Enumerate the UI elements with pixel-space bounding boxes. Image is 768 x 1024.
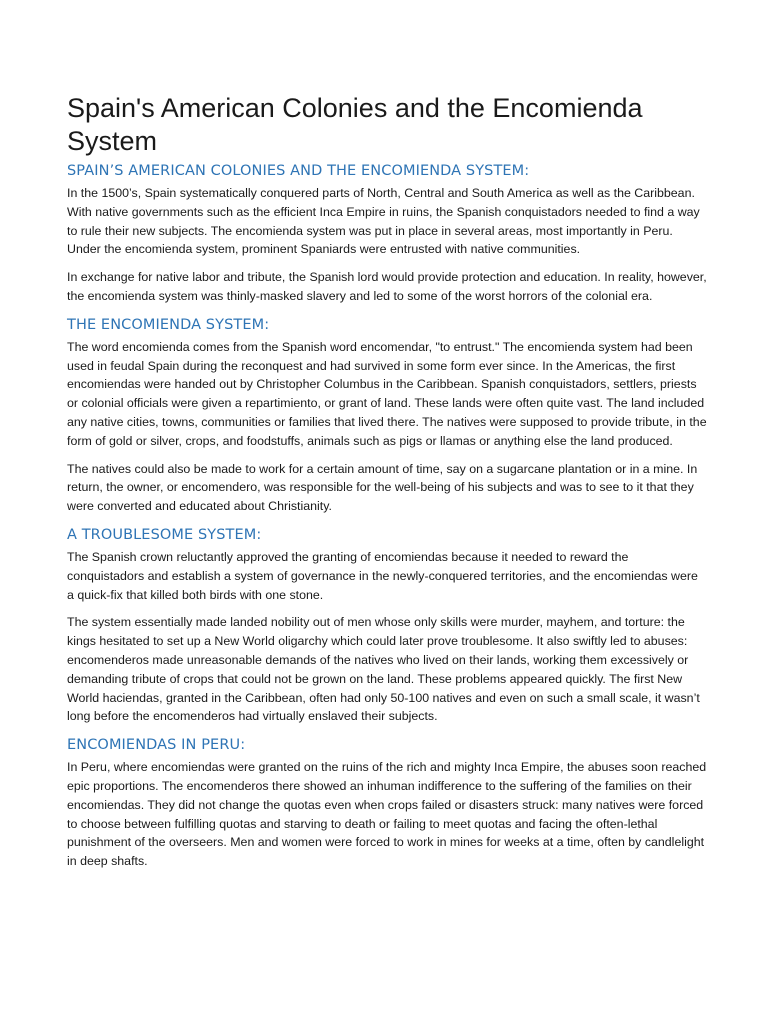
- paragraph: The word encomienda comes from the Spanish word encomendar, "to entrust." The encomienda system had been used in feudal Spain during the reconquest and had survived in some form ever since. In the Americas, the first encomiendas were handed out by Christopher Columbus in the Caribbean. Spanish conquistadors, settlers, priests or colonial officials were given a repartimiento, or grant of land. These lands were often quite vast. The land included any native cities, towns, communities or families that lived there. The natives were supposed to provide tribute, in the form of gold or silver, crops, and foodstuffs, animals such as pigs or llamas or anything else the land produced.: [67, 339, 707, 448]
- section-spains-american-colonies: [67, 161, 707, 306]
- document-content: [67, 92, 707, 880]
- paragraph: In Peru, where encomiendas were granted on the ruins of the rich and mighty Inca Empire, the abuses soon reached epic proportions. The encomenderos there showed an inhuman indifference to the suffering of the families on their encomiendas. They did not change the quotas even when crops failed or disasters struck: many natives were forced to choose between fulfilling quotas and starving to death or failing to meet quotas and facing the often-lethal punishment of the overseers. Men and women were forced to work in mines for weeks at a time, often by candlelight in deep shafts.: [67, 760, 707, 869]
- section-the-encomienda-system: [67, 315, 707, 516]
- section-heading: THE ENCOMIENDA SYSTEM:: [67, 316, 270, 333]
- document-title: Spain's American Colonies and the Encomienda System: [67, 93, 643, 156]
- section-a-troublesome-system: [67, 525, 707, 726]
- paragraph: In the 1500’s, Spain systematically conquered parts of North, Central and South America as well as the Caribbean. With native governments such as the efficient Inca Empire in ruins, the Spanish conquistadors needed to find a way to rule their new subjects. The encomienda system was put in place in several areas, most importantly in Peru. Under the encomienda system, prominent Spaniards were entrusted with native communities.: [67, 186, 700, 257]
- section-heading: SPAIN’S AMERICAN COLONIES AND THE ENCOMIENDA SYSTEM:: [67, 163, 530, 179]
- paragraph: In exchange for native labor and tribute, the Spanish lord would provide protection and education. In reality, however, the encomienda system was thinly-masked slavery and led to some of the worst horrors of the colonial era.: [67, 270, 707, 303]
- paragraph: The system essentially made landed nobility out of men whose only skills were murder, mayhem, and torture: the kings hesitated to set up a New World oligarchy which could later prove troublesome. It also swiftly led to abuses: encomenderos made unreasonable demands of the natives who lived on their lands, working them excessively or demanding tribute of crops that could not be grown on the land. These problems appeared quickly. The first New World haciendas, granted in the Caribbean, often had only 50-100 natives and even on such a small scale, it wasn’t long before the encomenderos had virtually enslaved their subjects.: [67, 615, 700, 724]
- section-encomiendas-in-peru: [67, 735, 707, 871]
- section-heading: A TROUBLESOME SYSTEM:: [67, 526, 262, 543]
- paragraph: The natives could also be made to work for a certain amount of time, say on a sugarcane plantation or in a mine. In return, the owner, or encomendero, was responsible for the well-being of his subjects and was to see to it that they were converted and educated about Christianity.: [67, 461, 698, 514]
- paragraph: The Spanish crown reluctantly approved the granting of encomiendas because it needed to reward the conquistadors and establish a system of governance in the newly-conquered territories, and the encomiendas were a quick-fix that killed both birds with one stone.: [67, 549, 698, 602]
- section-heading: ENCOMIENDAS IN PERU:: [67, 737, 246, 754]
